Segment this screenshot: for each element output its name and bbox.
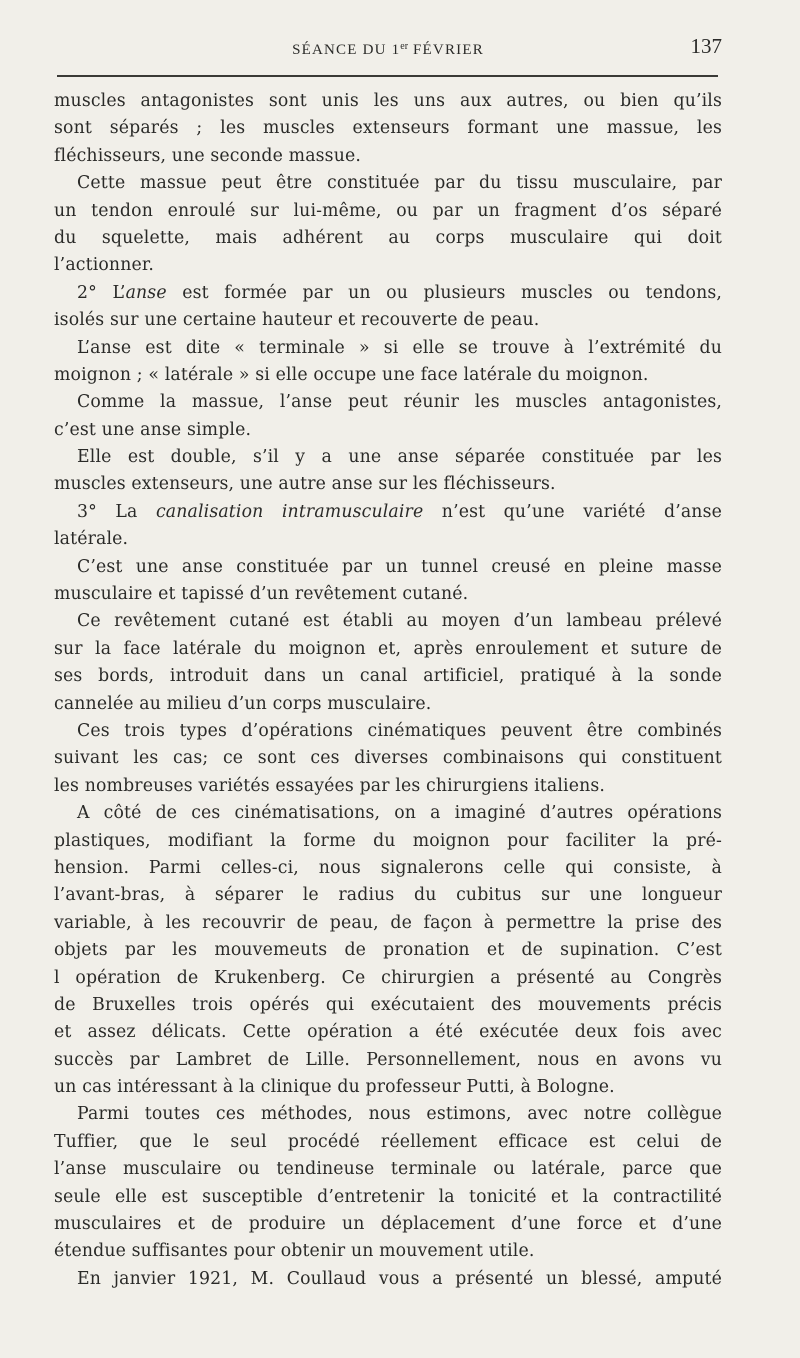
text-line: sur la face latérale du moignon et, après enroulement et suture de [54,638,722,659]
text-line: A côté de ces cinématisations, on a imaginé d’autres opérations [77,803,722,824]
header-title-superscript: er [400,41,409,52]
text-line: musculaires et de produire un déplacement d’une force et d’une [54,1214,722,1235]
page-number: 137 [690,34,722,58]
text-line: Tuffier, que le seul procédé réellement efficace est celui de [54,1131,722,1152]
text-line: fléchisseurs, une seconde massue. [54,145,361,166]
text-line: ses bords, introduit dans un canal artificiel, pratiqué à la sonde [54,666,722,687]
text-line: 3° La canalisation intramusculaire n’est qu’une variété d’anse [77,501,722,522]
text-line: l’avant-bras, à séparer le radius du cubitus sur une longueur [54,885,722,906]
text-line: c’est une anse simple. [54,419,252,440]
text-line: isolés sur une certaine hauteur et recouverte de peau. [54,310,540,331]
text-line: En janvier 1921, M. Coullaud vous a présenté un blessé, amputé [77,1268,722,1289]
text-line: Ce revêtement cutané est établi au moyen d’un lambeau prélevé [77,611,722,632]
text-line: l’anse musculaire ou tendineuse terminale ou latérale, parce que [54,1159,722,1180]
body-text [54,88,722,1293]
text-line: du squelette, mais adhérent au corps musculaire qui doit [54,227,722,248]
text-line: plastiques, modifiant la forme du moignon pour faciliter la pré- [54,830,722,851]
text-line: latérale. [54,529,129,550]
text-line: les nombreuses variétés essayées par les chirurgiens italiens. [54,775,606,796]
text-line: un cas intéressant à la clinique du professeur Putti, à Bologne. [54,1077,615,1098]
text-line: muscles extenseurs, une autre anse sur les fléchisseurs. [54,474,556,495]
header-title-month: FÉVRIER [408,42,484,58]
text-line: C’est une anse constituée par un tunnel creusé en pleine masse [77,556,722,577]
text-line: succès par Lambret de Lille. Personnellement, nous en avons vu [54,1049,722,1070]
text-line: objets par les mouvemeuts de pronation et de supination. C’est [54,940,722,961]
text-line: muscles antagonistes sont unis les uns aux autres, ou bien qu’ils [54,91,722,111]
text-line: Ces trois types d’opérations cinématiques peuvent être combinés [77,720,722,741]
running-head [54,34,722,60]
text-line: Parmi toutes ces méthodes, nous estimons, avec notre collègue [77,1104,722,1125]
text-line: musculaire et tapissé d’un revêtement cutané. [54,584,469,605]
text-line: moignon ; « latérale » si elle occupe une face latérale du moignon. [54,364,649,385]
text-line: de Bruxelles trois opérés qui exécutaient des mouvements précis [54,994,722,1015]
text-line: cannelée au milieu d’un corps musculaire. [54,693,432,714]
running-head-title [54,34,722,63]
text-line: sont séparés ; les muscles extenseurs formant une massue, les [54,118,722,139]
header-rule [57,75,718,77]
text-line: l opération de Krukenberg. Ce chirurgien a présenté au Congrès [54,967,722,988]
text-line: variable, à les recouvrir de peau, de façon à permettre la prise des [54,912,722,933]
text-line: Cette massue peut être constituée par du tissu musculaire, par [77,173,722,194]
text-line: suivant les cas; ce sont ces diverses combinaisons qui constituent [54,748,722,769]
text-line: 2° L’anse est formée par un ou plusieurs muscles ou tendons, [77,282,723,303]
text-line: Comme la massue, l’anse peut réunir les muscles antagonistes, [77,392,722,413]
text-line: L’anse est dite « terminale » si elle se trouve à l’extrémité du [77,337,722,358]
text-line: et assez délicats. Cette opération a été exécutée deux fois avec [54,1022,722,1043]
text-line: un tendon enroulé sur lui-même, ou par un fragment d’os séparé [54,200,722,221]
header-title-main: SÉANCE DU 1 [292,42,401,58]
text-line: Elle est double, s’il y a une anse séparée constituée par les [77,447,722,468]
text-line: hension. Parmi celles-ci, nous signalerons celle qui consiste, à [54,857,722,878]
text-line: seule elle est susceptible d’entretenir la tonicité et la contractilité [54,1186,722,1207]
text-line: étendue suffisantes pour obtenir un mouvement utile. [54,1241,535,1262]
text-line: l’actionner. [54,255,155,276]
